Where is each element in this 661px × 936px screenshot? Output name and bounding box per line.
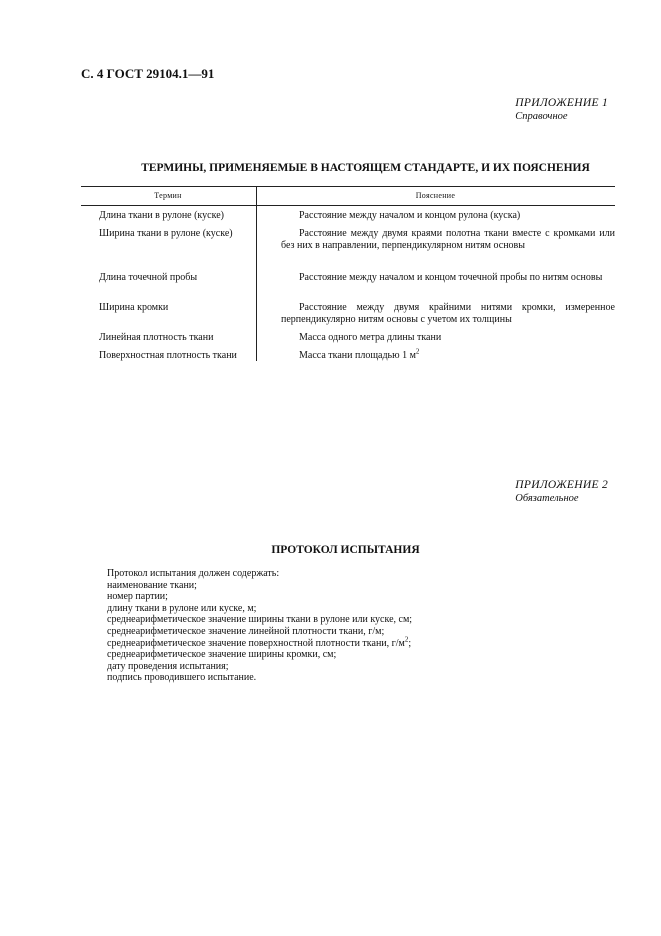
protocol-line: номер партии; <box>107 591 168 603</box>
appendix-1-subtitle: Справочное <box>515 111 568 122</box>
appendix-1-title: ПРИЛОЖЕНИЕ 1 <box>515 97 608 109</box>
explanation-cell <box>281 210 615 222</box>
explanation-cell <box>281 228 615 252</box>
term-cell: Ширина кромки <box>99 302 169 313</box>
table-row <box>81 347 615 368</box>
column-header-explanation: Пояснение <box>415 191 456 200</box>
explanation-text: Расстояние между началом и концом рулона (куска) <box>299 210 521 221</box>
table-row <box>81 272 615 302</box>
protocol-section-title: ПРОТОКОЛ ИСПЫТАНИЯ <box>271 544 420 556</box>
explanation-text: Расстояние между двумя краями полотна ткани вместе с кромками или без них в направлении, перпендикулярном нитям основы <box>281 228 615 251</box>
protocol-line: среднеарифметическое значение ширины кромки, см; <box>107 649 337 661</box>
explanation-text: Масса одного метра длины ткани <box>299 332 442 343</box>
term-cell: Ширина ткани в рулоне (куске) <box>99 228 233 239</box>
protocol-line: длину ткани в рулоне или куске, м; <box>107 602 257 614</box>
term-cell: Длина ткани в рулоне (куске) <box>99 210 224 221</box>
superscript-2: 2 <box>404 635 409 644</box>
protocol-line: наименование ткани; <box>107 579 197 591</box>
protocol-line-text: среднеарифметическое значение поверхностной плотности ткани, г/м <box>107 637 405 649</box>
protocol-line <box>107 635 412 650</box>
protocol-line: среднеарифметическое значение ширины ткани в рулоне или куске, см; <box>107 614 413 626</box>
terms-table-header <box>81 186 615 206</box>
explanation-cell <box>281 302 615 326</box>
explanation-cell <box>281 332 615 344</box>
appendix-1-heading <box>515 97 608 123</box>
explanation-cell <box>281 272 615 284</box>
table-row <box>81 210 615 228</box>
appendix-2-subtitle: Обязательное <box>515 493 579 504</box>
table-row <box>81 332 615 350</box>
protocol-line: среднеарифметическое значение линейной плотности ткани, г/м; <box>107 625 385 637</box>
explanation-text: Расстояние между двумя крайними нитями кромки, измеренное перпендикулярно нитям основы с учетом их толщины <box>281 302 615 325</box>
appendix-2-title: ПРИЛОЖЕНИЕ 2 <box>515 479 608 491</box>
term-cell: Линейная плотность ткани <box>99 332 214 343</box>
protocol-line: Протокол испытания должен содержать: <box>107 568 280 579</box>
term-cell: Длина точечной пробы <box>99 272 198 283</box>
protocol-list <box>107 568 412 684</box>
protocol-line-suffix: ; <box>408 637 412 649</box>
table-row <box>81 302 615 332</box>
protocol-line: подпись проводившего испытание. <box>107 672 257 684</box>
appendix-2-heading <box>515 479 608 505</box>
explanation-text: Масса ткани площадью 1 м <box>299 350 416 361</box>
protocol-line: дату проведения испытания; <box>107 660 229 672</box>
page-header: С. 4 ГОСТ 29104.1—91 <box>81 66 215 81</box>
table-row <box>81 228 615 272</box>
term-cell: Поверхностная плотность ткани <box>99 350 237 361</box>
terms-section-title: ТЕРМИНЫ, ПРИМЕНЯЕМЫЕ В НАСТОЯЩЕМ СТАНДАРТЕ, И ИХ ПОЯСНЕНИЯ <box>141 162 590 174</box>
explanation-text: Расстояние между началом и концом точечной пробы по нитям основы <box>299 272 603 283</box>
superscript-2: 2 <box>415 347 420 356</box>
column-header-term: Термин <box>154 191 182 200</box>
explanation-cell <box>281 347 615 362</box>
terms-table <box>81 186 615 364</box>
